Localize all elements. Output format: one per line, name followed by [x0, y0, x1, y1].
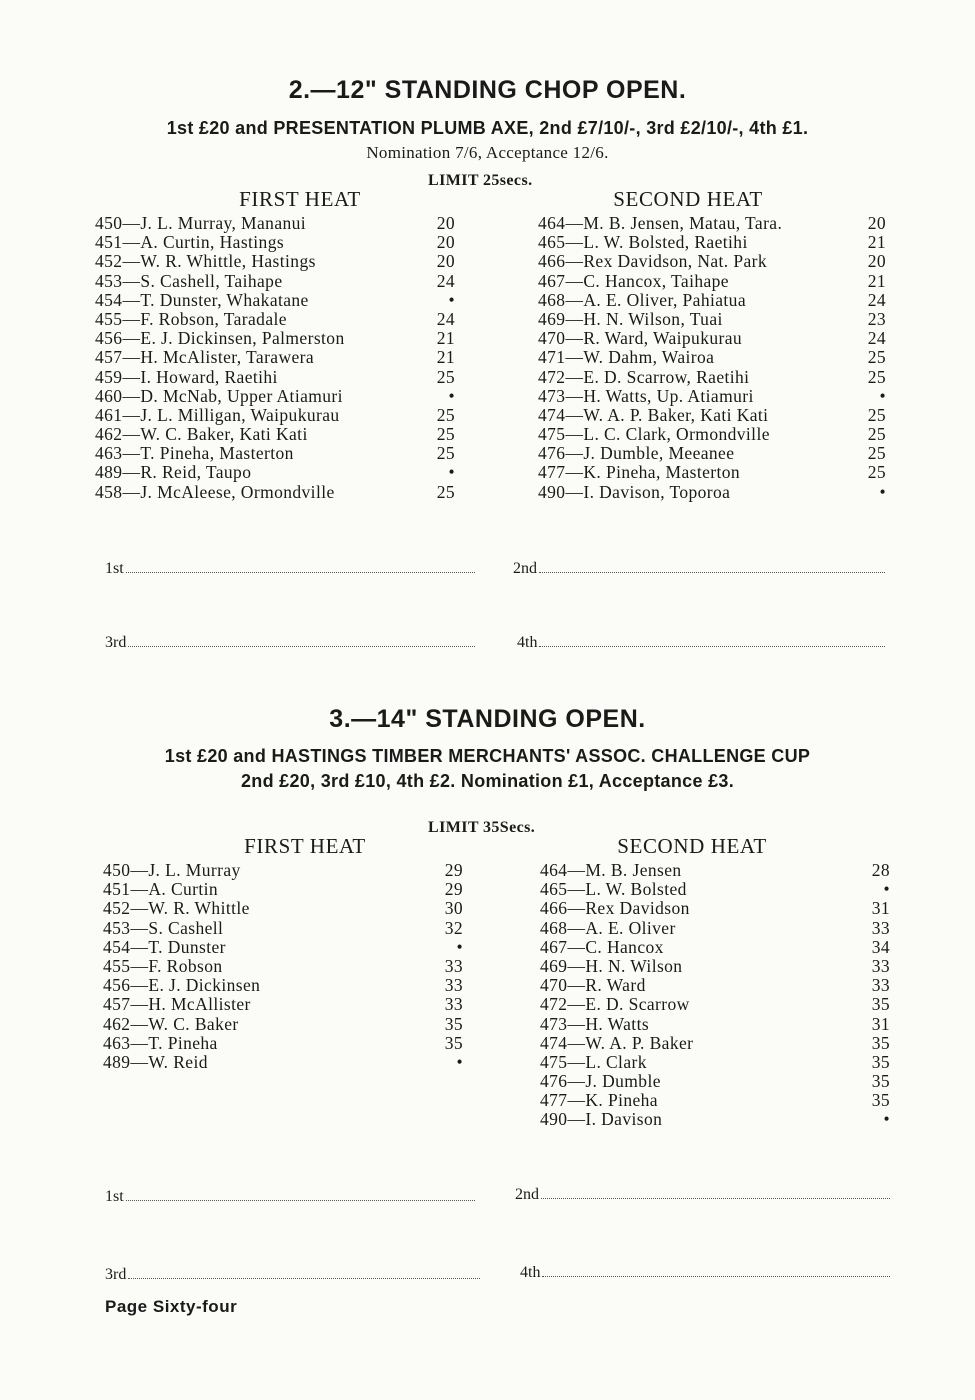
event-3-second-heat-list — [540, 861, 890, 1130]
competitor-time: 31 — [871, 898, 890, 919]
competitor-time: • — [879, 385, 886, 406]
competitor-time: 30 — [444, 898, 463, 919]
competitor-name: 465—L. W. Bolsted, Raetihi — [538, 233, 748, 253]
competitor-name: 476—J. Dumble, Meeanee — [538, 444, 735, 464]
event-3-second-heat-heading: SECOND HEAT — [617, 834, 767, 858]
competitor-name: 465—L. W. Bolsted — [540, 880, 687, 900]
competitor-name: 451—A. Curtin — [103, 880, 219, 900]
competitor-row — [95, 233, 455, 252]
competitor-name: 464—M. B. Jensen, Matau, Tara. — [538, 214, 783, 233]
competitor-name: 452—W. R. Whittle, Hastings — [95, 252, 316, 272]
competitor-row — [95, 252, 455, 271]
competitor-row — [103, 938, 463, 957]
competitor-time: 35 — [871, 1032, 890, 1053]
competitor-row — [538, 406, 886, 425]
competitor-time: • — [883, 879, 890, 900]
competitor-time: 20 — [867, 251, 886, 272]
competitor-name: 460—D. McNab, Upper Atiamuri — [95, 386, 343, 406]
competitor-time: 35 — [444, 1013, 463, 1034]
competitor-name: 469—H. N. Wilson — [540, 956, 683, 976]
competitor-time: 25 — [867, 404, 886, 425]
competitor-name: 457—H. McAllister — [103, 995, 251, 1015]
competitor-row — [540, 1053, 890, 1072]
competitor-name: 472—E. D. Scarrow — [540, 995, 690, 1015]
competitor-row — [95, 444, 455, 463]
competitor-name: 466—Rex Davidson, Nat. Park — [538, 252, 768, 272]
competitor-row — [95, 329, 455, 348]
competitor-time: • — [448, 462, 455, 483]
event-3-title: 3.—14" STANDING OPEN. — [329, 705, 646, 733]
competitor-time: 33 — [871, 975, 890, 996]
competitor-name: 468—A. E. Oliver, Pahiatua — [538, 290, 746, 310]
competitor-name: 461—J. L. Milligan, Waipukurau — [95, 405, 340, 425]
competitor-row — [538, 252, 886, 271]
competitor-name: 452—W. R. Whittle — [103, 899, 250, 919]
competitor-row — [103, 861, 463, 880]
competitor-time: 24 — [867, 328, 886, 349]
competitor-name: 489—R. Reid, Taupo — [95, 463, 252, 483]
competitor-time: 20 — [436, 213, 455, 233]
competitor-time: 20 — [867, 213, 886, 233]
competitor-time: 33 — [444, 975, 463, 996]
event-2-first-heat-list — [95, 214, 455, 502]
competitor-row — [103, 976, 463, 995]
competitor-time: 23 — [867, 308, 886, 329]
competitor-name: 462—W. C. Baker, Kati Kati — [95, 425, 308, 445]
competitor-time: • — [448, 385, 455, 406]
place-label: 2nd — [515, 1186, 539, 1203]
competitor-name: 456—E. J. Dickinsen — [103, 976, 261, 996]
event-3-first-heat-heading: FIRST HEAT — [244, 834, 366, 858]
place-label: 1st — [105, 560, 124, 577]
event-2-prizes: 1st £20 and PRESENTATION PLUMB AXE, 2nd £7/10/-, 3rd £2/10/-, 4th £1. — [166, 118, 809, 138]
fill-in-line — [128, 1277, 480, 1279]
competitor-time: 35 — [871, 1051, 890, 1072]
competitor-time: 33 — [444, 955, 463, 976]
competitor-name: 451—A. Curtin, Hastings — [95, 233, 285, 253]
competitor-name: 473—H. Watts, Up. Atiamuri — [538, 386, 754, 406]
event-3-fourth-place-line — [520, 1264, 890, 1282]
competitor-name: 455—F. Robson, Taradale — [95, 309, 287, 329]
competitor-time: 25 — [436, 366, 455, 387]
competitor-row — [540, 1110, 890, 1129]
competitor-row — [538, 310, 886, 329]
competitor-name: 477—K. Pineha — [540, 1091, 658, 1111]
competitor-row — [538, 214, 886, 233]
competitor-row — [538, 387, 886, 406]
competitor-row — [538, 483, 886, 502]
competitor-time: 25 — [436, 424, 455, 445]
competitor-row — [103, 1034, 463, 1053]
fill-in-line — [539, 645, 885, 647]
competitor-name: 463—T. Pineha, Masterton — [95, 444, 294, 464]
competitor-time: 35 — [871, 1071, 890, 1092]
competitor-name: 458—J. McAleese, Ormondville — [95, 482, 335, 502]
competitor-row — [95, 406, 455, 425]
competitor-row — [538, 348, 886, 367]
competitor-row — [538, 329, 886, 348]
page-number: Page Sixty-four — [105, 1297, 238, 1316]
competitor-time: 20 — [436, 251, 455, 272]
competitor-time: • — [883, 1109, 890, 1130]
competitor-row — [95, 368, 455, 387]
competitor-name: 468—A. E. Oliver — [540, 918, 676, 938]
competitor-row — [95, 483, 455, 502]
competitor-row — [103, 1053, 463, 1072]
competitor-time: 25 — [436, 404, 455, 425]
competitor-row — [103, 1015, 463, 1034]
competitor-time: 28 — [871, 860, 890, 880]
event-2-second-place-line — [513, 560, 885, 578]
fill-in-line — [539, 571, 885, 573]
competitor-row — [538, 368, 886, 387]
place-label: 3rd — [105, 1266, 127, 1283]
competitor-name: 490—I. Davison — [540, 1110, 663, 1130]
competitor-row — [538, 425, 886, 444]
competitor-row — [540, 880, 890, 899]
event-2-fourth-place-line — [517, 634, 885, 652]
competitor-time: 34 — [871, 936, 890, 957]
event-3-first-heat-list — [103, 861, 463, 1072]
competitor-name: 459—I. Howard, Raetihi — [95, 367, 278, 387]
competitor-name: 469—H. N. Wilson, Tuai — [538, 309, 723, 329]
competitor-name: 455—F. Robson — [103, 956, 223, 976]
competitor-row — [95, 291, 455, 310]
competitor-row — [95, 272, 455, 291]
competitor-time: 21 — [436, 328, 455, 349]
competitor-time: 25 — [867, 366, 886, 387]
competitor-time: 21 — [867, 270, 886, 291]
competitor-time: 25 — [436, 443, 455, 464]
competitor-time: 25 — [867, 462, 886, 483]
event-2-third-place-line — [105, 634, 475, 652]
competitor-row — [103, 957, 463, 976]
place-label: 2nd — [513, 560, 537, 577]
competitor-name: 463—T. Pineha — [103, 1033, 218, 1053]
competitor-row — [103, 880, 463, 899]
competitor-row — [540, 861, 890, 880]
competitor-time: 20 — [436, 232, 455, 253]
event-2-first-place-line — [105, 560, 475, 578]
competitor-name: 490—I. Davison, Toporoa — [538, 482, 731, 502]
competitor-name: 489—W. Reid — [103, 1052, 208, 1072]
competitor-name: 474—W. A. P. Baker, Kati Kati — [538, 405, 769, 425]
fill-in-line — [542, 1275, 890, 1277]
competitor-row — [538, 444, 886, 463]
fill-in-line — [128, 645, 475, 647]
competitor-row — [95, 463, 455, 482]
competitor-name: 474—W. A. P. Baker — [540, 1033, 694, 1053]
event-2-second-heat-list — [538, 214, 886, 502]
competitor-name: 450—J. L. Murray — [103, 861, 241, 880]
competitor-time: 35 — [871, 1090, 890, 1111]
competitor-name: 476—J. Dumble — [540, 1072, 661, 1092]
competitor-row — [540, 1015, 890, 1034]
competitor-row — [103, 919, 463, 938]
competitor-time: 29 — [444, 879, 463, 900]
competitor-row — [95, 348, 455, 367]
competitor-row — [103, 899, 463, 918]
competitor-name: 472—E. D. Scarrow, Raetihi — [538, 367, 750, 387]
competitor-name: 457—H. McAlister, Tarawera — [95, 348, 315, 368]
competitor-time: 21 — [867, 232, 886, 253]
event-3-third-place-line — [105, 1266, 480, 1284]
competitor-time: 35 — [871, 994, 890, 1015]
event-2-title: 2.—12" STANDING CHOP OPEN. — [288, 76, 687, 104]
competitor-name: 464—M. B. Jensen — [540, 861, 682, 880]
competitor-time: 33 — [871, 955, 890, 976]
competitor-time: 25 — [867, 443, 886, 464]
event-2-second-heat-heading: SECOND HEAT — [613, 187, 763, 211]
event-3-second-place-line — [515, 1186, 890, 1204]
competitor-time: 33 — [444, 994, 463, 1015]
competitor-time: • — [456, 1051, 463, 1072]
competitor-row — [538, 463, 886, 482]
event-2-limit: LIMIT 25secs. — [428, 172, 533, 189]
competitor-name: 477—K. Pineha, Masterton — [538, 463, 741, 483]
event-3-limit: LIMIT 35Secs. — [428, 819, 536, 836]
competitor-name: 454—T. Dunster — [103, 937, 226, 957]
place-label: 4th — [520, 1264, 541, 1281]
competitor-row — [103, 995, 463, 1014]
competitor-name: 470—R. Ward, Waipukurau — [538, 329, 743, 349]
competitor-time: 29 — [444, 860, 463, 880]
competitor-row — [95, 425, 455, 444]
competitor-name: 475—L. Clark — [540, 1052, 647, 1072]
competitor-row — [540, 957, 890, 976]
competitor-name: 453—S. Cashell — [103, 918, 224, 938]
place-label: 4th — [517, 634, 538, 651]
competitor-row — [95, 214, 455, 233]
competitor-name: 462—W. C. Baker — [103, 1014, 239, 1034]
competitor-time: 24 — [867, 289, 886, 310]
competitor-name: 454—T. Dunster, Whakatane — [95, 290, 309, 310]
fill-in-line — [541, 1197, 890, 1199]
competitor-name: 470—R. Ward — [540, 976, 646, 996]
competitor-row — [540, 899, 890, 918]
event-3-prizes: 1st £20 and HASTINGS TIMBER MERCHANTS' ASSOC. CHALLENGE CUP — [164, 746, 811, 766]
competitor-time: 32 — [444, 917, 463, 938]
competitor-row — [540, 995, 890, 1014]
place-label: 3rd — [105, 634, 127, 651]
competitor-time: 24 — [436, 308, 455, 329]
competitor-name: 467—C. Hancox, Taihape — [538, 271, 729, 291]
competitor-row — [95, 387, 455, 406]
competitor-row — [95, 310, 455, 329]
competitor-row — [540, 1091, 890, 1110]
competitor-name: 450—J. L. Murray, Mananui — [95, 214, 307, 233]
competitor-time: 31 — [871, 1013, 890, 1034]
competitor-time: 33 — [871, 917, 890, 938]
competitor-name: 471—W. Dahm, Wairoa — [538, 348, 715, 368]
competitor-name: 453—S. Cashell, Taihape — [95, 271, 283, 291]
competitor-row — [540, 919, 890, 938]
competitor-name: 473—H. Watts — [540, 1014, 650, 1034]
competitor-name: 466—Rex Davidson — [540, 899, 690, 919]
fill-in-line — [126, 1199, 475, 1201]
competitor-time: 25 — [867, 424, 886, 445]
competitor-row — [538, 291, 886, 310]
competitor-time: • — [448, 289, 455, 310]
competitor-name: 467—C. Hancox — [540, 937, 664, 957]
event-2-fees: Nomination 7/6, Acceptance 12/6. — [366, 143, 609, 162]
competitor-row — [540, 938, 890, 957]
event-3-fees: 2nd £20, 3rd £10, 4th £2. Nomination £1, Acceptance £3. — [240, 771, 735, 791]
competitor-time: 25 — [867, 347, 886, 368]
competitor-name: 456—E. J. Dickinsen, Palmerston — [95, 329, 345, 349]
competitor-row — [540, 976, 890, 995]
competitor-name: 475—L. C. Clark, Ormondville — [538, 425, 770, 445]
competitor-time: • — [456, 936, 463, 957]
event-3-first-place-line — [105, 1188, 475, 1206]
competitor-row — [538, 272, 886, 291]
competitor-time: 24 — [436, 270, 455, 291]
competitor-row — [540, 1072, 890, 1091]
fill-in-line — [126, 571, 475, 573]
competitor-time: 25 — [436, 481, 455, 502]
event-2-first-heat-heading: FIRST HEAT — [239, 187, 361, 211]
competitor-row — [540, 1034, 890, 1053]
competitor-time: • — [879, 481, 886, 502]
competitor-row — [538, 233, 886, 252]
competitor-time: 35 — [444, 1032, 463, 1053]
competitor-time: 21 — [436, 347, 455, 368]
place-label: 1st — [105, 1188, 124, 1205]
